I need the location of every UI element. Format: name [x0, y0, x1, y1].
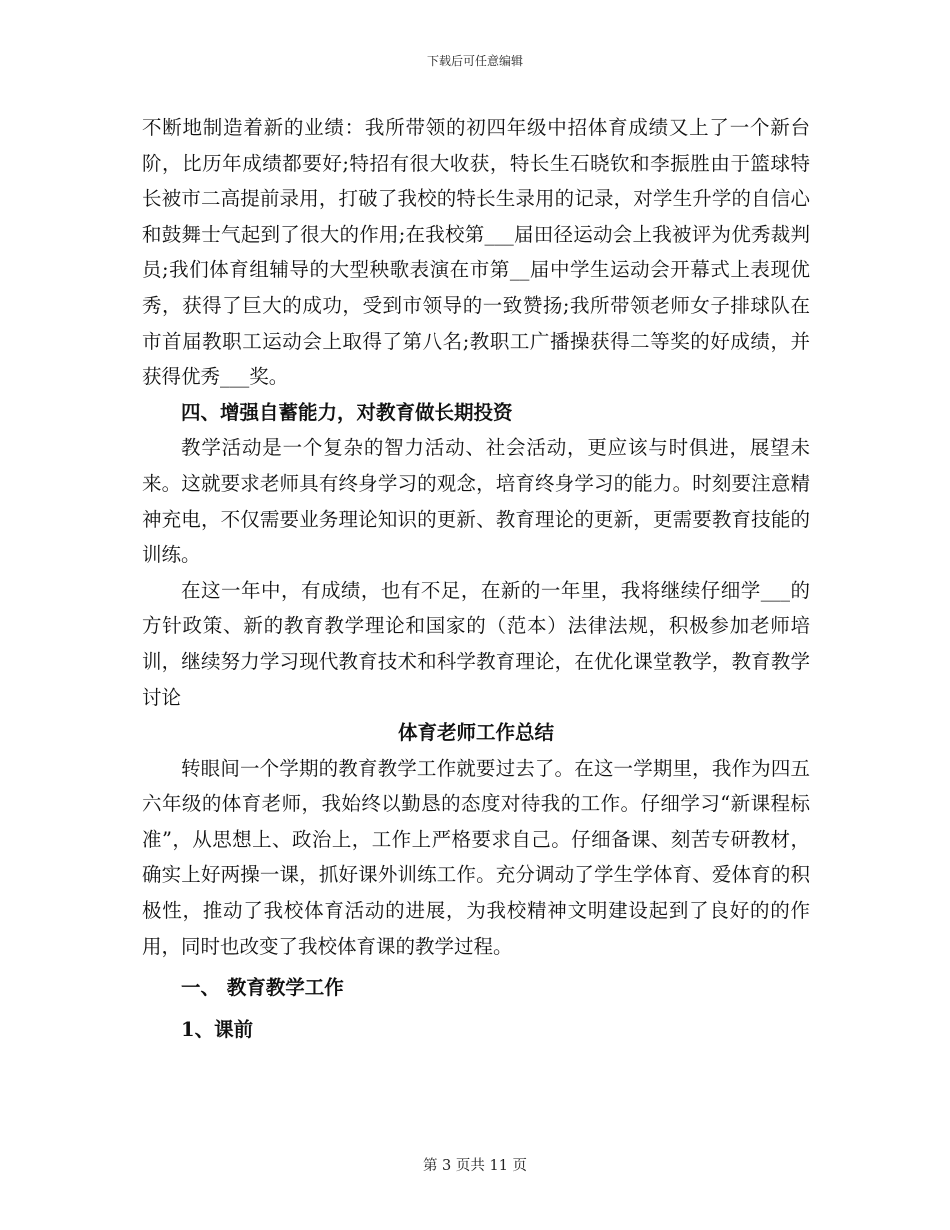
subsection-heading-before-class: 1、课前 [181, 1017, 254, 1041]
page-header: 下载后可任意编辑 [426, 54, 523, 68]
paragraph-next-year: 在这一年中，有成绩，也有不足，在新的一年里，我将继续仔细学___的方针政策、新的教育教学理论和国家的（范本）法律法规，积极参加老师培训，继续努力学习现代教育技术和科学教育理论，在优化课堂教学，教育教学讨论 [142, 578, 810, 709]
page-footer: 第 3 页共 11 页 [422, 1158, 528, 1174]
section-heading-one: 一、 教育教学工作 [181, 976, 344, 1000]
document-title: 体育老师工作总结 [397, 721, 554, 745]
paragraph-semester-summary: 转眼间一个学期的教育教学工作就要过去了。在这一学期里，我作为四五六年级的体育老师，我始终以勤恳的态度对待我的工作。仔细学习“新课程标准”，从思想上、政治上，工作上严格要求自己。仔细备课、刻苦专研教材，确实上好两操一课，抓好课外训练工作。充分调动了学生学体育、爱体育的积极性，推动了我校体育活动的进展，为我校精神文明建设起到了良好的的作用，同时也改变了我校体育课的教学过程。 [142, 756, 810, 958]
document-body [142, 110, 810, 1047]
paragraph-achievements: 不断地制造着新的业绩：我所带领的初四年级中招体育成绩又上了一个新台阶，比历年成绩都要好;特招有很大收获，特长生石晓钦和李振胜由于篮球特长被市二高提前录用，打破了我校的特长生录用的记录，对学生升学的自信心和鼓舞士气起到了很大的作用;在我校第___届田径运动会上我被评为优秀裁判员;我们体育组辅导的大型秧歌表演在市第__届中学生运动会开幕式上表现优秀，获得了巨大的成功，受到市领导的一致赞扬;我所带领老师女子排球队在市首届教职工运动会上取得了第八名;教职工广播操获得二等奖的好成绩，并获得优秀___奖。 [142, 116, 810, 389]
paragraph-lifelong-learning: 教学活动是一个复杂的智力活动、社会活动，更应该与时俱进，展望未来。这就要求老师具有终身学习的观念，培育终身学习的能力。时刻要注意精神充电，不仅需要业务理论知识的更新、教育理论的更新，更需要教育技能的训练。 [142, 436, 810, 567]
section-heading-four: 四、增强自蓄能力，对教育做长期投资 [181, 400, 513, 424]
